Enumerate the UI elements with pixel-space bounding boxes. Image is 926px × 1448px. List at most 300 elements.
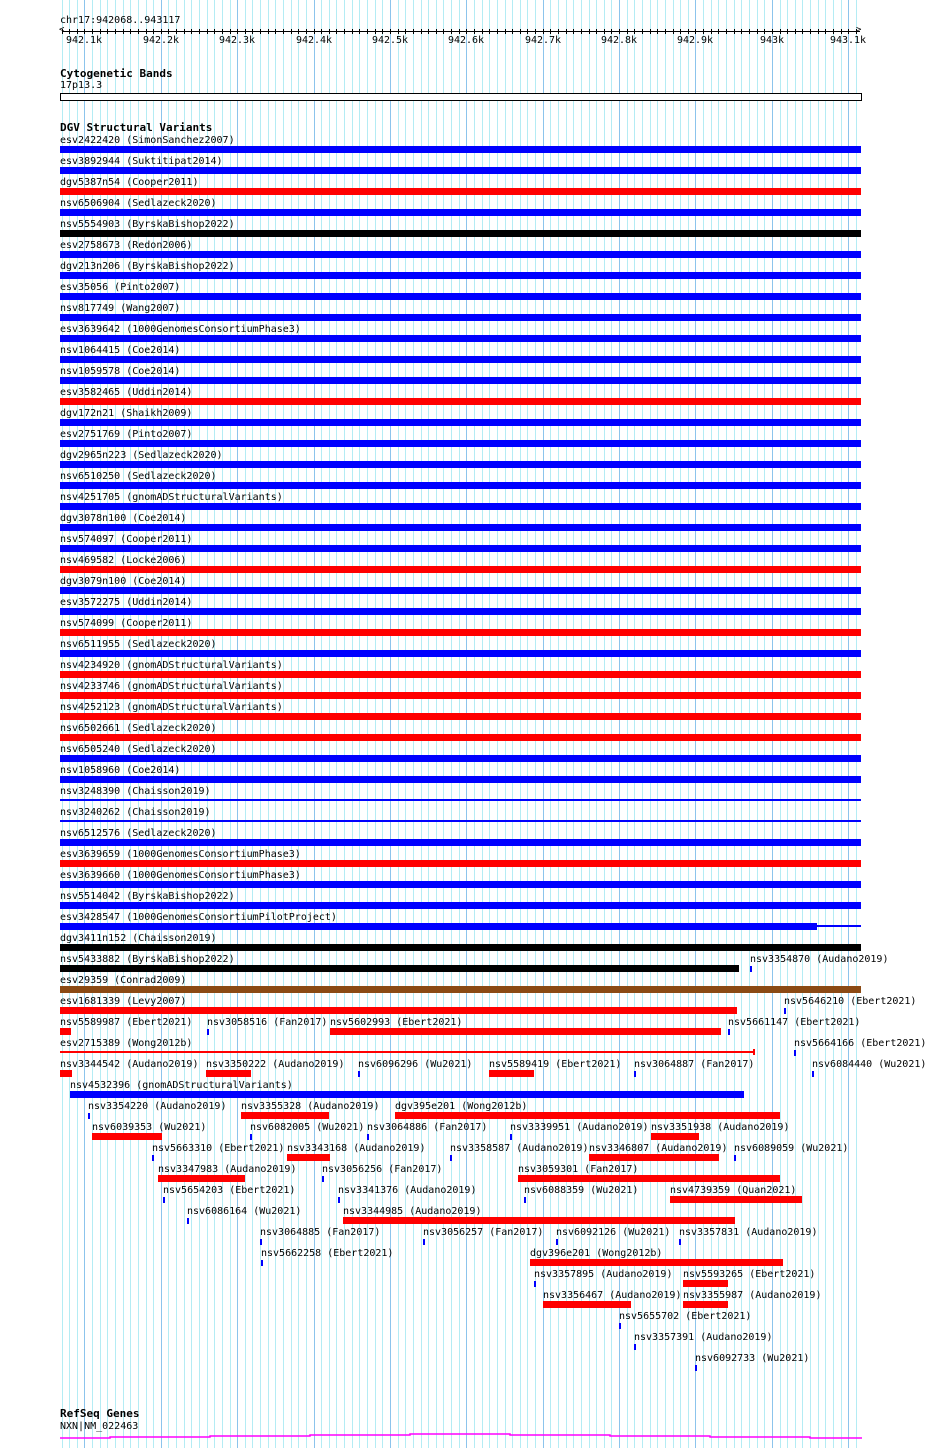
variant-feature[interactable]	[812, 1071, 814, 1077]
variant-feature[interactable]	[60, 860, 861, 867]
variant-feature[interactable]	[60, 188, 861, 195]
ruler-tick-label: 943.1k	[829, 35, 867, 46]
variant-feature[interactable]	[60, 419, 861, 426]
variant-feature[interactable]	[250, 1134, 252, 1140]
variant-label[interactable]: nsv6510250 (Sedlazeck2020)	[60, 471, 217, 482]
variant-feature[interactable]	[734, 1155, 736, 1161]
variant-label[interactable]: nsv6086164 (Wu2021)	[187, 1206, 302, 1217]
variant-feature[interactable]	[60, 272, 861, 279]
ruler-tick	[757, 29, 758, 34]
variant-feature[interactable]	[728, 1029, 730, 1035]
variant-label[interactable]: nsv3344542 (Audano2019)	[60, 1059, 199, 1070]
variant-feature[interactable]	[187, 1218, 189, 1224]
variant-label[interactable]: nsv6512576 (Sedlazeck2020)	[60, 828, 217, 839]
ruler-tick	[84, 29, 85, 34]
ruler-tick	[413, 29, 414, 34]
variant-feature[interactable]	[589, 1154, 719, 1161]
variant-label[interactable]: esv3582465 (Uddin2014)	[60, 387, 193, 398]
variant-label[interactable]: nsv3064885 (Fan2017)	[260, 1227, 381, 1238]
variant-feature[interactable]	[60, 1007, 737, 1014]
variant-label[interactable]: nsv6039353 (Wu2021)	[92, 1122, 207, 1133]
variant-feature[interactable]	[60, 377, 861, 384]
variant-feature[interactable]	[241, 1112, 329, 1119]
ruler-tick	[611, 29, 612, 34]
ruler-tick	[443, 29, 444, 34]
variant-feature[interactable]	[556, 1239, 558, 1245]
ruler-tick	[711, 29, 712, 34]
ruler-tick	[596, 29, 597, 34]
variant-label[interactable]: nsv6505240 (Sedlazeck2020)	[60, 744, 217, 755]
variant-feature[interactable]	[343, 1217, 735, 1224]
ruler-tick	[665, 29, 666, 34]
ruler-tick	[505, 29, 506, 34]
grid-line	[222, 0, 223, 1448]
ruler-tick-label: 942.3k	[218, 35, 256, 46]
variant-label[interactable]: nsv6082005 (Wu2021)	[250, 1122, 365, 1133]
variant-feature[interactable]	[634, 1344, 636, 1350]
ruler-tick	[314, 29, 315, 34]
variant-feature[interactable]	[60, 566, 861, 573]
ruler-tick	[207, 29, 208, 34]
variant-feature[interactable]	[60, 902, 861, 909]
grid-line	[818, 0, 819, 1448]
variant-label[interactable]: dgv213n206 (ByrskaBishop2022)	[60, 261, 235, 272]
variant-feature[interactable]	[543, 1301, 631, 1308]
ruler-tick	[398, 29, 399, 34]
variant-feature[interactable]	[60, 608, 861, 615]
variant-feature[interactable]	[750, 966, 752, 972]
ruler-tick	[802, 29, 803, 34]
variant-label[interactable]: nsv3357391 (Audano2019)	[634, 1332, 773, 1343]
variant-label[interactable]: nsv3248390 (Chaisson2019)	[60, 786, 211, 797]
variant-label[interactable]: nsv3056256 (Fan2017)	[322, 1164, 443, 1175]
variant-label[interactable]: nsv1059578 (Coe2014)	[60, 366, 181, 377]
variant-label[interactable]: esv2715389 (Wong2012b)	[60, 1038, 193, 1049]
variant-label[interactable]: esv3572275 (Uddin2014)	[60, 597, 193, 608]
ruler-tick	[619, 29, 620, 34]
variant-label[interactable]: esv3639642 (1000GenomesConsortiumPhase3)	[60, 324, 301, 335]
variant-feature[interactable]	[367, 1134, 369, 1140]
variant-feature[interactable]	[634, 1071, 636, 1077]
variant-feature[interactable]	[322, 1176, 324, 1182]
variant-label[interactable]: nsv3056257 (Fan2017)	[423, 1227, 544, 1238]
ruler-tick	[818, 29, 819, 34]
variant-feature[interactable]	[60, 692, 861, 699]
ruler-tick	[680, 29, 681, 34]
ruler-tick	[604, 29, 605, 34]
variant-label[interactable]: nsv4532396 (gnomADStructuralVariants)	[70, 1080, 293, 1091]
variant-label[interactable]: nsv3344985 (Audano2019)	[343, 1206, 482, 1217]
variant-label[interactable]: nsv5646210 (Ebert2021)	[784, 996, 917, 1007]
variant-feature[interactable]	[92, 1133, 162, 1140]
variant-end-cap	[753, 1049, 755, 1055]
variant-label[interactable]: nsv3358587 (Audano2019)	[450, 1143, 589, 1154]
ruler-tick	[138, 29, 139, 34]
variant-feature[interactable]	[518, 1175, 780, 1182]
variant-label[interactable]: esv29359 (Conrad2009)	[60, 975, 187, 986]
variant-feature[interactable]	[60, 335, 861, 342]
ruler-left-arrow-icon[interactable]: <	[59, 25, 65, 35]
variant-label[interactable]: nsv1058960 (Coe2014)	[60, 765, 181, 776]
ruler-tick	[673, 29, 674, 34]
variant-label[interactable]: esv3639659 (1000GenomesConsortiumPhase3)	[60, 849, 301, 860]
variant-feature[interactable]	[683, 1301, 728, 1308]
variant-label[interactable]: nsv5654203 (Ebert2021)	[163, 1185, 296, 1196]
variant-feature[interactable]	[60, 314, 861, 321]
ruler-tick	[772, 29, 773, 34]
variant-label[interactable]: dgv5387n54 (Cooper2011)	[60, 177, 199, 188]
variant-label[interactable]: nsv6088359 (Wu2021)	[524, 1185, 639, 1196]
variant-label[interactable]: dgv395e201 (Wong2012b)	[395, 1101, 528, 1112]
variant-feature[interactable]	[489, 1070, 534, 1077]
variant-label[interactable]: nsv3351938 (Audano2019)	[651, 1122, 790, 1133]
variant-label[interactable]: dgv3078n100 (Coe2014)	[60, 513, 187, 524]
variant-label[interactable]: esv3428547 (1000GenomesConsortiumPilotProject)	[60, 912, 337, 923]
ruler-tick	[146, 29, 147, 34]
variant-label[interactable]: nsv4233746 (gnomADStructuralVariants)	[60, 681, 283, 692]
ruler-tick	[489, 29, 490, 34]
variant-feature[interactable]	[60, 440, 861, 447]
variant-feature[interactable]	[651, 1133, 699, 1140]
ruler-tick-label: 943k	[759, 35, 785, 46]
region-coordinates: chr17:942068..943117	[60, 15, 181, 26]
variant-label[interactable]: dgv2965n223 (Sedlazeck2020)	[60, 450, 223, 461]
ruler-tick	[459, 29, 460, 34]
ruler-tick	[428, 29, 429, 34]
variant-feature[interactable]	[60, 923, 817, 930]
variant-label[interactable]: nsv3064886 (Fan2017)	[367, 1122, 488, 1133]
ruler-tick	[329, 29, 330, 34]
ruler-tick	[359, 29, 360, 34]
ruler-tick	[176, 29, 177, 34]
variant-label[interactable]: nsv3059301 (Fan2017)	[518, 1164, 639, 1175]
grid-line	[398, 0, 399, 1448]
ruler-tick	[321, 29, 322, 34]
ruler-tick	[657, 29, 658, 34]
variant-label[interactable]: nsv5554903 (ByrskaBishop2022)	[60, 219, 235, 230]
ruler-tick-label: 942.1k	[65, 35, 103, 46]
variant-feature[interactable]	[60, 356, 861, 363]
ruler-tick	[298, 29, 299, 34]
variant-label[interactable]: nsv5655702 (Ebert2021)	[619, 1311, 752, 1322]
ruler-tick	[627, 29, 628, 34]
variant-label[interactable]: nsv6084440 (Wu2021)	[812, 1059, 926, 1070]
variant-label[interactable]: nsv574099 (Cooper2011)	[60, 618, 193, 629]
variant-feature[interactable]	[207, 1029, 209, 1035]
variant-feature[interactable]	[60, 1051, 754, 1053]
ruler-tick	[642, 29, 643, 34]
ruler-tick	[451, 29, 452, 34]
grid-line	[382, 0, 383, 1448]
variant-feature[interactable]	[794, 1050, 796, 1056]
variant-label[interactable]: nsv3341376 (Audano2019)	[338, 1185, 477, 1196]
ruler-tick	[191, 29, 192, 34]
variant-feature[interactable]	[60, 503, 861, 510]
ruler-tick	[336, 29, 337, 34]
ruler-tick	[558, 29, 559, 34]
ruler-tick	[130, 29, 131, 34]
variant-label[interactable]: nsv5602993 (Ebert2021)	[330, 1017, 463, 1028]
variant-label[interactable]: dgv3411n152 (Chaisson2019)	[60, 933, 217, 944]
cytogenetic-bands-track-title[interactable]: Cytogenetic Bands	[60, 67, 173, 80]
variant-feature[interactable]	[60, 881, 861, 888]
variant-label[interactable]: nsv817749 (Wang2007)	[60, 303, 181, 314]
ruler-tick	[787, 29, 788, 34]
ruler-tick	[260, 29, 261, 34]
variant-label[interactable]: nsv5661147 (Ebert2021)	[728, 1017, 861, 1028]
variant-feature[interactable]	[60, 230, 861, 237]
variant-label[interactable]: esv2758673 (Redon2006)	[60, 240, 193, 251]
variant-feature[interactable]	[524, 1197, 526, 1203]
variant-label[interactable]: nsv3240262 (Chaisson2019)	[60, 807, 211, 818]
variant-feature[interactable]	[530, 1259, 783, 1266]
variant-label[interactable]: nsv574097 (Cooper2011)	[60, 534, 193, 545]
variant-label[interactable]: nsv6502661 (Sedlazeck2020)	[60, 723, 217, 734]
ruler-tick	[527, 29, 528, 34]
variant-label[interactable]: esv3639660 (1000GenomesConsortiumPhase3)	[60, 870, 301, 881]
variant-label[interactable]: nsv3355987 (Audano2019)	[683, 1290, 822, 1301]
ruler-tick	[153, 29, 154, 34]
variant-label[interactable]: nsv3058516 (Fan2017)	[207, 1017, 328, 1028]
ruler-tick	[291, 29, 292, 34]
ruler-tick	[275, 29, 276, 34]
variant-feature[interactable]	[158, 1175, 245, 1182]
variant-feature[interactable]	[330, 1028, 721, 1035]
ruler-tick	[695, 29, 696, 34]
ruler-tick	[497, 29, 498, 34]
ruler-tick	[69, 29, 70, 34]
variant-feature[interactable]	[683, 1280, 728, 1287]
variant-feature[interactable]	[60, 209, 861, 216]
grid-line	[673, 0, 674, 1448]
ruler-tick	[780, 29, 781, 34]
variant-label[interactable]: nsv4252123 (gnomADStructuralVariants)	[60, 702, 283, 713]
variant-feature[interactable]	[60, 734, 861, 741]
variant-feature[interactable]	[60, 839, 861, 846]
ruler-tick	[703, 29, 704, 34]
grid-line	[237, 0, 238, 1448]
variant-feature[interactable]	[619, 1323, 621, 1329]
ruler-tick	[100, 29, 101, 34]
ruler-tick-label: 942.5k	[371, 35, 409, 46]
grid-line	[825, 0, 826, 1448]
variant-feature[interactable]	[670, 1196, 802, 1203]
variant-label[interactable]: esv2751769 (Pinto2007)	[60, 429, 193, 440]
variant-feature[interactable]	[260, 1239, 262, 1245]
variant-label[interactable]: nsv6096296 (Wu2021)	[358, 1059, 473, 1070]
variant-feature[interactable]	[679, 1239, 681, 1245]
gene-label[interactable]: NXN|NM_022463	[60, 1421, 139, 1432]
ruler-tick	[237, 29, 238, 34]
variant-feature[interactable]	[60, 671, 861, 678]
variant-label[interactable]: nsv4234920 (gnomADStructuralVariants)	[60, 660, 283, 671]
variant-feature[interactable]	[60, 650, 861, 657]
variant-feature[interactable]	[695, 1365, 697, 1371]
variant-feature[interactable]	[60, 755, 861, 762]
variant-label[interactable]: nsv3064887 (Fan2017)	[634, 1059, 755, 1070]
variant-label[interactable]: nsv4251705 (gnomADStructuralVariants)	[60, 492, 283, 503]
variant-feature[interactable]	[60, 293, 861, 300]
variant-label[interactable]: nsv3354870 (Audano2019)	[750, 954, 889, 965]
ruler-tick	[833, 29, 834, 34]
variant-label[interactable]: nsv3339951 (Audano2019)	[510, 1122, 649, 1133]
ruler-tick	[566, 29, 567, 34]
variant-feature[interactable]	[60, 629, 861, 636]
variant-feature[interactable]	[152, 1155, 154, 1161]
ruler-right-arrow-icon[interactable]: >	[856, 25, 862, 35]
ruler-tick	[764, 29, 765, 34]
variant-label[interactable]: dgv172n21 (Shaikh2009)	[60, 408, 193, 419]
variant-label[interactable]: nsv3343168 (Audano2019)	[287, 1143, 426, 1154]
variant-label[interactable]: esv35056 (Pinto2007)	[60, 282, 181, 293]
variant-feature[interactable]	[70, 1091, 744, 1098]
variant-feature[interactable]	[60, 1070, 72, 1077]
ruler-tick	[115, 29, 116, 34]
variant-feature[interactable]	[338, 1197, 340, 1203]
variant-label[interactable]: nsv6089059 (Wu2021)	[734, 1143, 849, 1154]
variant-label[interactable]: nsv1064415 (Coe2014)	[60, 345, 181, 356]
variant-feature[interactable]	[60, 776, 861, 783]
ruler-tick	[352, 29, 353, 34]
variant-feature[interactable]	[784, 1008, 786, 1014]
ruler-tick	[405, 29, 406, 34]
refseq-track-title[interactable]: RefSeq Genes	[60, 1407, 140, 1420]
variant-feature[interactable]	[60, 713, 861, 720]
ruler-tick	[550, 29, 551, 34]
ruler-tick	[795, 29, 796, 34]
grid-line	[390, 0, 391, 1448]
dgv-track-title[interactable]: DGV Structural Variants	[60, 121, 213, 134]
ruler-tick	[375, 29, 376, 34]
ruler-tick	[726, 29, 727, 34]
ruler-tick	[421, 29, 422, 34]
ruler-tick	[634, 29, 635, 34]
variant-label[interactable]: nsv6092126 (Wu2021)	[556, 1227, 671, 1238]
ruler-tick	[841, 29, 842, 34]
variant-label[interactable]: nsv3354220 (Audano2019)	[88, 1101, 227, 1112]
variant-label[interactable]: nsv6506904 (Sedlazeck2020)	[60, 198, 217, 209]
grid-line	[252, 0, 253, 1448]
ruler-tick	[573, 29, 574, 34]
variant-feature[interactable]	[534, 1281, 536, 1287]
ruler-tick	[466, 29, 467, 34]
ruler-tick	[650, 29, 651, 34]
variant-feature[interactable]	[60, 587, 861, 594]
variant-feature[interactable]	[60, 944, 861, 951]
variant-label[interactable]: nsv3355328 (Audano2019)	[241, 1101, 380, 1112]
ruler-tick	[512, 29, 513, 34]
variant-feature[interactable]	[206, 1070, 251, 1077]
variant-label[interactable]: esv3892944 (Suktitipat2014)	[60, 156, 223, 167]
grid-line	[245, 0, 246, 1448]
variant-label[interactable]: nsv3357895 (Audano2019)	[534, 1269, 673, 1280]
variant-feature[interactable]	[358, 1071, 360, 1077]
variant-feature[interactable]	[423, 1239, 425, 1245]
variant-label[interactable]: nsv5514042 (ByrskaBishop2022)	[60, 891, 235, 902]
variant-feature[interactable]	[287, 1154, 330, 1161]
variant-label[interactable]: nsv4739359 (Quan2021)	[670, 1185, 797, 1196]
variant-label[interactable]: dgv3079n100 (Coe2014)	[60, 576, 187, 587]
variant-feature[interactable]	[60, 482, 861, 489]
variant-label[interactable]: nsv6092733 (Wu2021)	[695, 1353, 810, 1364]
grid-line	[405, 0, 406, 1448]
variant-label[interactable]: nsv6511955 (Sedlazeck2020)	[60, 639, 217, 650]
variant-label[interactable]: esv1681339 (Levy2007)	[60, 996, 187, 1007]
variant-label[interactable]: nsv5662258 (Ebert2021)	[261, 1248, 394, 1259]
variant-feature[interactable]	[60, 1028, 71, 1035]
variant-label[interactable]: nsv3350222 (Audano2019)	[206, 1059, 345, 1070]
variant-feature[interactable]	[163, 1197, 165, 1203]
variant-feature[interactable]	[395, 1112, 780, 1119]
variant-label[interactable]: nsv5433882 (ByrskaBishop2022)	[60, 954, 235, 965]
grid-line	[230, 0, 231, 1448]
variant-label[interactable]: nsv3356467 (Audano2019)	[543, 1290, 682, 1301]
variant-feature[interactable]	[60, 524, 861, 531]
variant-thin-extension[interactable]	[817, 925, 861, 927]
ruler-tick-label: 942.6k	[447, 35, 485, 46]
variant-feature[interactable]	[60, 167, 861, 174]
variant-feature[interactable]	[60, 965, 739, 972]
gene-line	[60, 1434, 862, 1438]
variant-label[interactable]: nsv3347983 (Audano2019)	[158, 1164, 297, 1175]
ruler-tick	[520, 29, 521, 34]
variant-feature[interactable]	[60, 820, 861, 822]
cytoband-17p13.3[interactable]	[60, 93, 862, 101]
variant-feature[interactable]	[60, 146, 861, 153]
variant-feature[interactable]	[60, 986, 861, 993]
variant-feature[interactable]	[60, 545, 861, 552]
ruler-tick	[245, 29, 246, 34]
variant-label[interactable]: nsv5589987 (Ebert2021)	[60, 1017, 193, 1028]
variant-label[interactable]: nsv469582 (Locke2006)	[60, 555, 187, 566]
grid-line	[841, 0, 842, 1448]
grid-line	[856, 0, 857, 1448]
variant-label[interactable]: nsv3346807 (Audano2019)	[589, 1143, 728, 1154]
ruler-tick	[482, 29, 483, 34]
variant-feature[interactable]	[261, 1260, 263, 1266]
variant-label[interactable]: nsv5593265 (Ebert2021)	[683, 1269, 816, 1280]
ruler-tick	[382, 29, 383, 34]
ruler-tick	[535, 29, 536, 34]
cytoband-label: 17p13.3	[60, 80, 103, 91]
ruler-tick	[688, 29, 689, 34]
variant-feature[interactable]	[60, 398, 861, 405]
ruler-tick	[268, 29, 269, 34]
variant-label[interactable]: esv2422420 (SimonSanchez2007)	[60, 135, 235, 146]
variant-feature[interactable]	[88, 1113, 90, 1119]
ruler-tick	[252, 29, 253, 34]
variant-label[interactable]: nsv3357831 (Audano2019)	[679, 1227, 818, 1238]
ruler-tick	[436, 29, 437, 34]
grid-line	[848, 0, 849, 1448]
variant-feature[interactable]	[450, 1155, 452, 1161]
ruler-tick	[107, 29, 108, 34]
ruler-tick-label: 942.9k	[676, 35, 714, 46]
grid-line	[833, 0, 834, 1448]
variant-feature[interactable]	[60, 461, 861, 468]
variant-feature[interactable]	[60, 251, 861, 258]
variant-label[interactable]: nsv5663310 (Ebert2021)	[152, 1143, 285, 1154]
variant-feature[interactable]	[60, 799, 861, 801]
variant-label[interactable]: dgv396e201 (Wong2012b)	[530, 1248, 663, 1259]
ruler-tick	[344, 29, 345, 34]
variant-feature[interactable]	[510, 1134, 512, 1140]
ruler-tick	[718, 29, 719, 34]
ruler-tick	[581, 29, 582, 34]
ruler-tick	[77, 29, 78, 34]
variant-label[interactable]: nsv5589419 (Ebert2021)	[489, 1059, 622, 1070]
variant-label[interactable]: nsv5664166 (Ebert2021)	[794, 1038, 926, 1049]
